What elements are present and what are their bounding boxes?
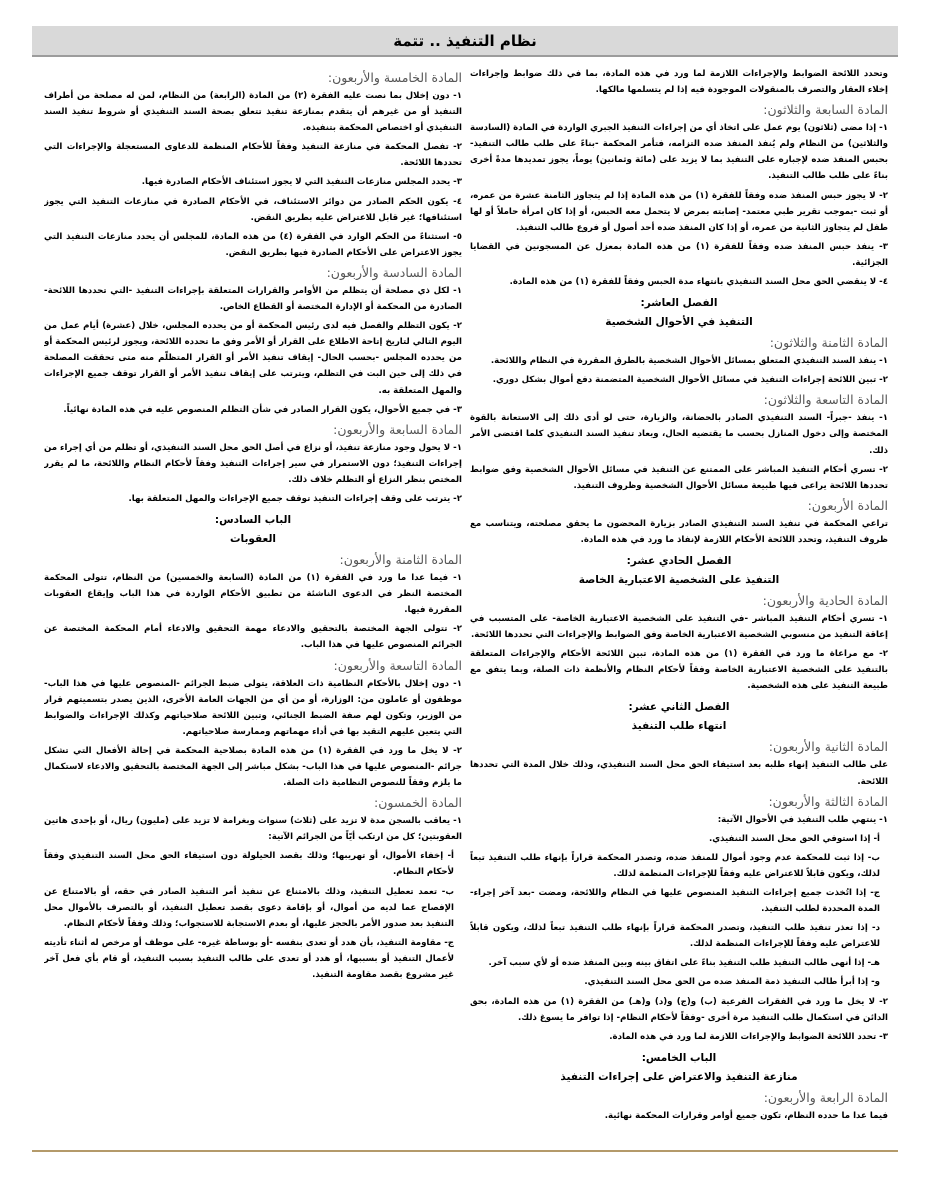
right-column (470, 66, 888, 1138)
page-header-bar (32, 26, 898, 57)
article-title: المادة الرابعة والأربعون: (763, 1089, 888, 1105)
clause: على طالب التنفيذ إنهاء طلبه بعد استيفاء الحق محل السند التنفيذي، وذلك خلال المدة التي تحددها اللائحة. (470, 760, 888, 787)
clause: ١- تسري أحكام التنفيذ المباشر -في التنفيذ على الشخصية الاعتبارية الخاصة- على المتسبب في إعاقة التنفيذ من منسوبي الشخصية الاعتبارية الخاصة وفق الضوابط والإجراءات التي تحددها اللائحة. (470, 613, 888, 641)
article-title: المادة الثامنة والثلاثون: (769, 335, 888, 351)
clause: ٢- يكون التظلم والفصل فيه لدى رئيس المحكمة أو من يحدده المجلس، خلال (عشرة) أيام عمل من اليوم التالي لتاريخ إتاحة الاطلاع على القرار أو الأمر وفق ما تحدده اللائحة، ويجوز لرئيس المحكمة أو من يحدده المجلس -بحسب الحال- إيقاف تنفيذ الأمر أو القرار المتظلّم منه متى تحققت المصلحة في ذلك إلى حين البت في التظلم، ويترتب على إيقاف تنفيذ الأمر أو القرار توقف جميع الإجراءات والمهل المتعلقة به. (44, 321, 462, 396)
clause: تراعي المحكمة في تنفيذ السند التنفيذي الصادر بزيارة المحضون ما يحقق مصلحته، ويتناسب مع ظروف التنفيذ، وتحدد اللائحة الأحكام اللازمة لإنفاذ ما ورد في هذه المادة. (470, 518, 888, 545)
clause: ٢- تتولى الجهة المختصة بالتحقيق والادعاء مهمة التحقيق والادعاء أمام المحكمة المختصة عن الجرائم المنصوص عليها في هذا الباب. (44, 624, 462, 651)
clause: ٢- لا يخل ما ورد في الفقرات الفرعية (ب) و(ج) و(د) و(هـ) من الفقرة (١) من هذه المادة، بحق الدائن في استكمال طلب التنفيذ مرة أخرى -وفقاً لأحكام النظام- إذا توافر ما يسوغ ذلك. (470, 996, 888, 1023)
clause: ٣- تحدد اللائحة الضوابط والإجراءات اللازمة لما ورد في هذه المادة. (609, 1031, 888, 1042)
article-title: المادة الثانية والأربعون: (768, 739, 888, 755)
chapter-heading: منازعة التنفيذ والاعتراض على إجراءات التنفيذ (560, 1070, 798, 1083)
clause: ١- ينفذ السند التنفيذي المتعلق بمسائل الأحوال الشخصية بالطرق المقررة في النظام واللائحة. (490, 356, 888, 367)
clause: وتحدد اللائحة الضوابط والإجراءات اللازمة لما ورد في هذه المادة، بما في ذلك ضوابط وإجراءات إخلاء العقار والتصرف بالمنقولات الموجودة فيه إذا لم يتسلمها مالكها. (470, 69, 888, 96)
left-column (44, 66, 462, 1138)
clause: ١- دون إخلال بما نصت عليه الفقرة (٢) من المادة (الرابعة) من النظام، لمن له مصلحة من أطراف التنفيذ أو من غيرهم أن يتقدم بمنازعة تنفيذ تتعلق بصحة السند التنفيذي أو شروط تنفيذ السند التنفيذي أو اختصاص المحكمة بتنفيذه. (44, 91, 462, 134)
article-title: المادة الخامسة والأربعون: (327, 70, 462, 85)
chapter-heading: العقوبات (229, 533, 277, 546)
article-title: المادة الثالثة والأربعون: (768, 793, 888, 809)
chapter-heading: التنفيذ على الشخصية الاعتبارية الخاصة (578, 573, 780, 586)
article-title: المادة الأربعون: (807, 497, 888, 513)
sub-clause: ب- إذا ثبت للمحكمة عدم وجود أموال للمنفذ ضده، وتصدر المحكمة قراراً بإنهاء طلب التنفيذ تبعاً لذلك، ويكون قابلاً للاعتراض عليه وفقاً للإجراءات المنظمة لذلك. (470, 852, 880, 879)
sub-clause: و- إذا أبرأ طالب التنفيذ ذمة المنفذ ضده من الحق محل السند التنفيذي. (584, 977, 880, 988)
clause: ١- لا يحول وجود منازعة تنفيذ، أو نزاع في أصل الحق محل السند التنفيذي، أو تظلم من أي إجراء من إجراءات التنفيذ؛ دون الاستمرار في سير إجراءات التنفيذ وفقاً لأحكام النظام واللائحة، ما لم يقرر المختص بنظر النزاع أو التظلم خلاف ذلك. (44, 442, 462, 485)
article-title: المادة الحادية والأربعون: (762, 592, 888, 608)
clause: ٢- لا يخل ما ورد في الفقرة (١) من هذه المادة بصلاحية المحكمة في إحالة الأفعال التي تشكل جرائم -المنصوص عليها في هذا الباب- بشكل مباشر إلى الجهة المختصة بالتحقيق والادعاء لاستكمال ما يلزم وفقاً للنصوص النظامية ذات الصلة. (44, 745, 462, 789)
clause: ١- ينتهي طلب التنفيذ في الأحوال الآتية: (717, 814, 888, 825)
clause: ٢- تبين اللائحة إجراءات التنفيذ في مسائل الأحوال الشخصية المتضمنة دفع أموال بشكل دوري. (492, 375, 888, 386)
clause: ١- دون إخلال بالأحكام النظامية ذات العلاقة، يتولى ضبط الجرائم -المنصوص عليها في هذا الباب- موظفون أو عاملون من: الوزارة، أو من أي من الجهات العامة الأخرى، الذين يصدر بتسميتهم قرار من الوزير، وتكون لهم صفة الضبط الجنائي، وتبين اللائحة صلاحياتهم وكذلك الإجراءات والضوابط التي يتعين عليهم التقيد بها في أداء مهماتهم وممارسة صلاحياتهم. (44, 678, 462, 737)
clause: ٣- يحدد المجلس منازعات التنفيذ التي لا يجوز استئناف الأحكام الصادرة فيها. (141, 177, 462, 188)
clause: ١- يعاقب بالسجن مدة لا تزيد على (ثلاث) سنوات وبغرامة لا تزيد على (مليون) ريال، أو بإحدى هاتين العقوبتين؛ كل من ارتكب أيّاً من الجرائم الآتية: (44, 816, 462, 843)
chapter-heading: الفصل الثاني عشر: (628, 701, 730, 714)
sub-clause: ب- تعمد تعطيل التنفيذ، وذلك بالامتناع عن تنفيذ أمر التنفيذ الصادر في حقه، أو بالامتناع عن الإفصاح عما لديه من أموال، أو بإقامة دعوى بقصد تعطيل التنفيذ، أو بالتصرف بالأموال محل التنفيذ بعد صدور الأمر بالحجز عليها، أو بعدم الاستجابة للاستجواب؛ وذلك وفقاً لأحكام النظام. (44, 886, 454, 929)
clause: ٢- تفصل المحكمة في منازعة التنفيذ وفقاً للأحكام المنظمة للدعاوى المستعجلة والإجراءات التي تحددها اللائحة. (44, 142, 462, 169)
clause: ٢- تسري أحكام التنفيذ المباشر على الممتنع عن التنفيذ في مسائل الأحوال الشخصية وفق ضوابط تحددها اللائحة يراعى فيها طبيعة مسائل الأحوال الشخصية وظروف التنفيذ. (470, 464, 888, 491)
sub-clause: ج- مقاومة التنفيذ، بأن هدد أو تعدى بنفسه -أو بوساطة غيره- على موظف أو مرخص له أثناء تأديته لأعمال التنفيذ أو بسببها، أو هدد أو تعدى على طالب التنفيذ بسبب التنفيذ، أو قام بأي فعل آخر غير مشروع بقصد مقاومة التنفيذ. (44, 937, 454, 981)
sub-clause: د- إذا تعذر تنفيذ طلب التنفيذ، وتصدر المحكمة قراراً بإنهاء طلب التنفيذ تبعاً لذلك، ويكون قابلاً للاعتراض عليه وفقاً للإجراءات المنظمة لذلك. (470, 923, 880, 950)
footer-divider (32, 1150, 898, 1152)
article-title: المادة التاسعة والثلاثون: (763, 392, 888, 408)
clause: ٢- مع مراعاة ما ورد في الفقرة (١) من هذه المادة، تبين اللائحة الأحكام والإجراءات المتعلقة بالتنفيذ على الشخصية الاعتبارية الخاصة وفقاً لأحكام النظام والأنظمة ذات الصلة، وبما يتفق مع طبيعة التنفيذ على هذه الشخصية. (470, 649, 888, 692)
clause: ٤- يكون الحكم الصادر من دوائر الاستئناف، في الأحكام الصادرة في منازعات التنفيذ التي يجوز استئنافها؛ غير قابل للاعتراض عليه بطريق النقض. (44, 196, 462, 223)
clause: ٥- استثناءً من الحكم الوارد في الفقرة (٤) من هذه المادة، للمجلس أن يحدد منازعات التنفيذ التي يجوز الاعتراض على الأحكام الصادرة فيها بطريق النقض. (44, 231, 462, 258)
article-title: المادة الثامنة والأربعون: (339, 552, 462, 568)
chapter-heading: التنفيذ في الأحوال الشخصية (605, 316, 753, 329)
sub-clause: أ- إخفاء الأموال، أو تهريبها؛ وذلك بقصد الحيلولة دون استيفاء الحق محل السند التنفيذي وفقاً لأحكام النظام. (44, 851, 454, 878)
chapter-heading: الباب الخامس: (641, 1051, 717, 1064)
chapter-heading: انتهاء طلب التنفيذ (631, 720, 727, 733)
article-title: المادة السابعة والثلاثون: (763, 102, 888, 118)
sub-clause: هـ- إذا أنهى طالب التنفيذ طلب التنفيذ بناءً على اتفاق بينه وبين المنفذ ضده أو لأي سبب آخر. (488, 958, 880, 969)
clause: ٢- لا يجوز حبس المنفذ ضده وفقاً للفقرة (١) من هذه المادة إذا لم يتجاوز الثامنة عشرة من عمره، أو ثبت -بموجب تقرير طبي معتمد- إصابته بمرض لا يتحمل معه الحبس، أو إذا كان امرأة حاملاً أو لها طفل لم يتجاوز الثانية من عمره، أو إذا كان المنفذ ضده أحد أصول أو فروع طالب التنفيذ. (470, 190, 888, 233)
article-title: المادة السابعة والأربعون: (333, 421, 462, 437)
sub-clause: أ- إذا استوفي الحق محل السند التنفيذي. (708, 833, 880, 844)
clause: ٣- في جميع الأحوال، يكون القرار الصادر في شأن التظلم المنصوص عليه في هذه المادة نهائياً. (63, 404, 462, 415)
clause: ١- إذا مضى (ثلاثون) يوم عمل على اتخاذ أي من إجراءات التنفيذ الجبري الواردة في المادة (السادسة والثلاثين) من النظام ولم يُنفذ المنفذ ضده التزامه، فتأمر المحكمة -بناءً على طلب طالب التنفيذ- بحبس المنفذ ضده لإجباره على التنفيذ بما لا يزيد على (مائة وثمانين) يوماً، يجوز تمديدها مدةً أخرى بناءً على طلب طالب التنفيذ. (470, 123, 888, 182)
article-title: المادة التاسعة والأربعون: (333, 657, 462, 673)
clause: ٣- ينفذ حبس المنفذ ضده وفقاً للفقرة (١) من هذه المادة بمعزل عن المسجونين في القضايا الجزائية. (470, 241, 888, 268)
article-title: المادة الخمسون: (374, 795, 462, 811)
article-title: المادة السادسة والأربعون: (326, 264, 462, 280)
chapter-heading: الفصل العاشر: (640, 297, 718, 310)
sub-clause: ج- إذا اتُخذت جميع إجراءات التنفيذ المنصوص عليها في النظام واللائحة، ومضت -بعد آخر إجراء- المدة المحددة لطلب التنفيذ. (470, 888, 880, 915)
chapter-heading: الفصل الحادي عشر: (626, 554, 732, 567)
clause: ١- ينفذ -جبراً- السند التنفيذي الصادر بالحضانة، والزيارة، حتى لو أدى ذلك إلى الاستعانة بالقوة المختصة وإلى دخول المنازل بحسب ما يقتضيه الحال، ويعاد تنفيذ السند التنفيذي كلما اقتضى الأمر ذلك. (470, 413, 888, 456)
chapter-heading: الباب السادس: (214, 514, 292, 527)
clause: ١- لكل ذي مصلحة أن يتظلم من الأوامر والقرارات المتعلقة بإجراءات التنفيذ -التي تحددها اللائحة- الصادرة من المحكمة أو الإدارة المختصة أو القطاع الخاص. (44, 285, 462, 313)
page-title: نظام التنفيذ .. تتمة (393, 31, 537, 50)
clause: فيما عدا ما حدده النظام، تكون جميع أوامر وقرارات المحكمة نهائية. (604, 1110, 888, 1121)
clause: ١- فيما عدا ما ورد في الفقرة (١) من المادة (السابعة والخمسين) من النظام، تتولى المحكمة المختصة النظر في الدعوى الناشئة من تطبيق الأحكام الواردة في هذا الباب وإيقاع العقوبات المقررة فيها. (44, 573, 462, 616)
clause: ٢- يترتب على وقف إجراءات التنفيذ توقف جميع الإجراءات والمهل المتعلقة بها. (128, 493, 462, 504)
clause: ٤- لا ينقضي الحق محل السند التنفيذي بانتهاء مدة الحبس وفقاً للفقرة (١) من هذه المادة. (509, 277, 888, 288)
